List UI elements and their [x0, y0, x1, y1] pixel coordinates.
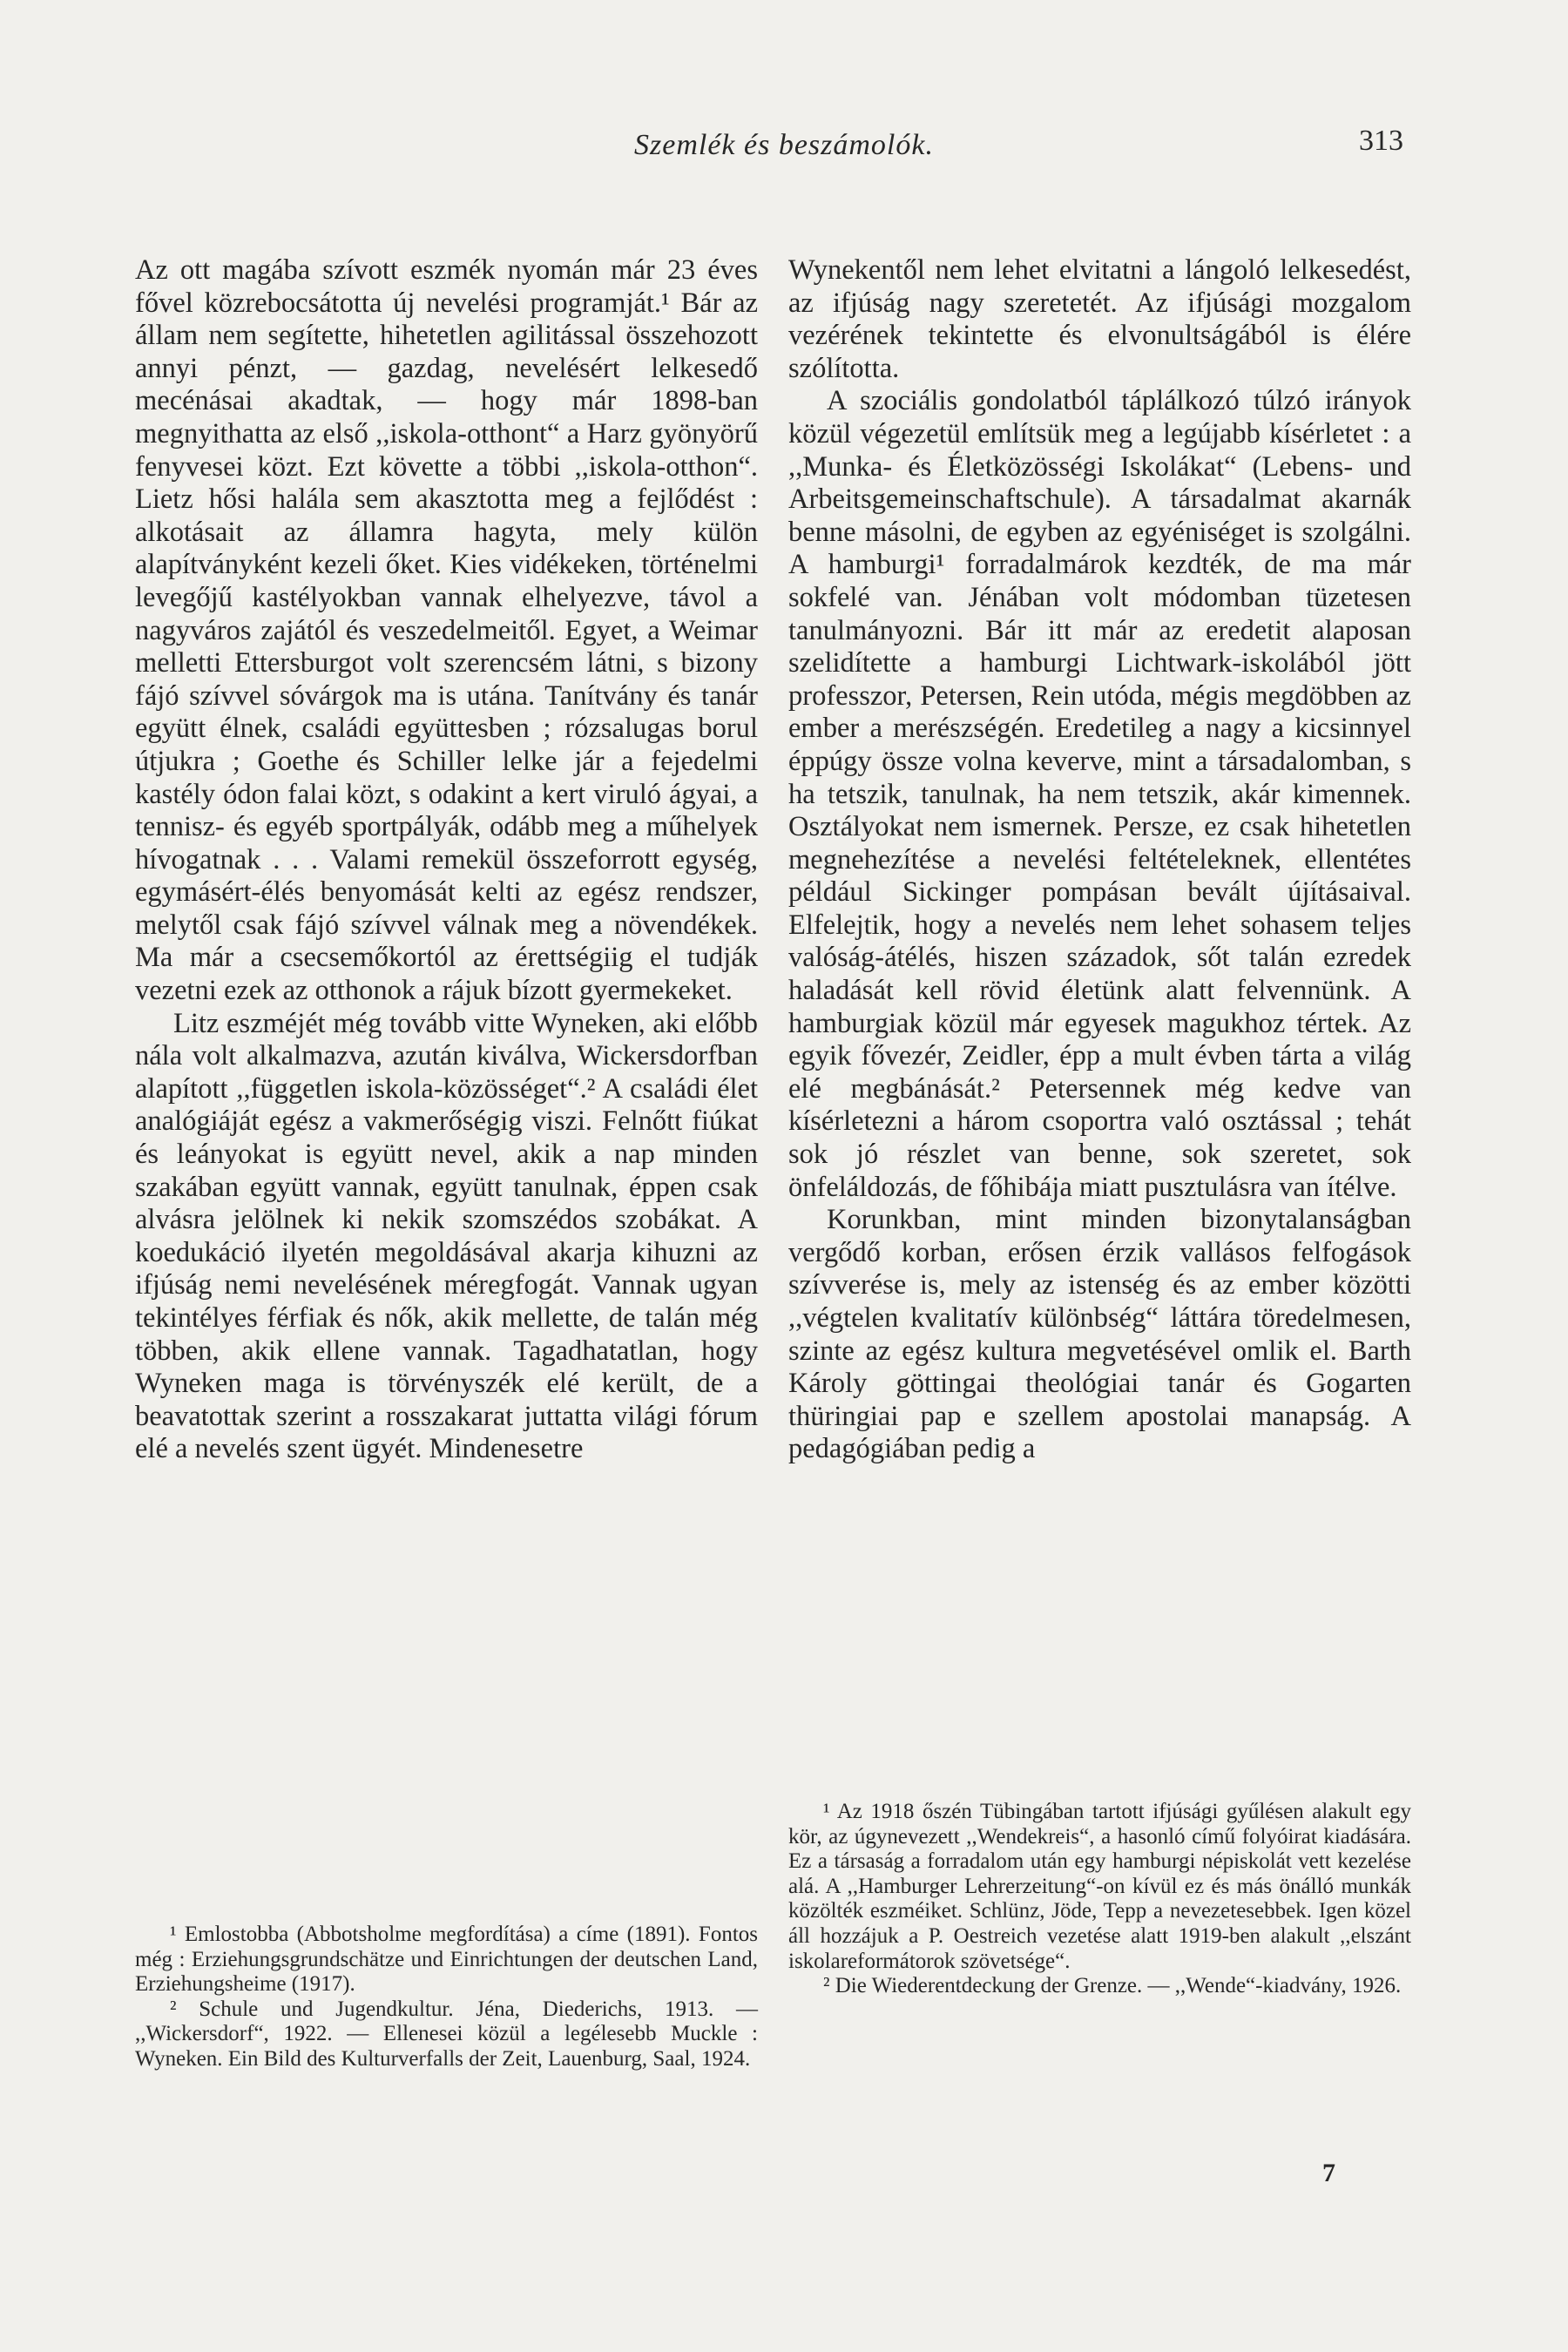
right-footnotes — [788, 1800, 1411, 1999]
running-header-title: Szemlék és beszámolók. — [634, 129, 934, 161]
footnote-left-2: ² Schule und Jugendkultur. Jéna, Diederichs, 1913. — ,,Wickersdorf“, 1922. — Ellenesei közül a legélesebb Muckle : Wyneken. Ein Bild des Kulturverfalls der Zeit, Lauenburg, Saal, 1924. — [135, 1997, 758, 2071]
footnote-left-1: ¹ Emlostobba (Abbotsholme megfordítása) a címe (1891). Fontos még : Erziehungsgrundschätze und Einrichtungen der deutschen Land, Erziehungsheime (1917). — [135, 1923, 758, 1997]
right-paragraph-2: A szociális gondolatból táplálkozó túlzó irányok közül végezetül említsük meg a legújabb kísérletet : a ,,Munka- és Életközösségi Iskolákat“ (Lebens- und Arbeitsgemeinschaftschule). A társadalmat akarnák benne másolni, de egyben az egyéniséget is szolgálni. A hamburgi¹ forradalmárok kezdték, de ma már sokfelé van. Jénában volt módomban tüzetesen tanulmányozni. Bár itt már az eredetit alaposan szelidítette a hamburgi Lichtwark-iskolából jött professzor, Petersen, Rein utóda, mégis megdöbben az ember a merészségén. Eredetileg a nagy a kicsinnyel éppúgy össze volna keverve, mint a társadalomban, s ha tetszik, tanulnak, ha nem tetszik, akár kimennek. Osztályokat nem ismernek. Persze, ez csak hihetetlen megnehezítése a nevelési feltételeknek, ellentétes például Sickinger pompásan bevált újításaival. Elfelejtik, hogy a nevelés nem lehet sohasem teljes valóság-átélés, hiszen századok, sőt talán ezredek haladását kell rövid életünk alatt felvennünk. A hamburgiak közül már egyesek magukhoz tértek. Az egyik fővezér, Zeidler, épp a mult évben tárta a világ elé megbánását.² Petersennek még kedve van kísérletezni a három csoportra való osztással ; tehát sok jó részlet van benne, sok szeretet, sok önfeláldozás, de főhibája miatt pusztulásra van ítélve. — [788, 385, 1411, 1203]
left-paragraph-2: Litz eszméjét még tovább vitte Wyneken, aki előbb nála volt alkalmazva, azután kiválva, Wickersdorfban alapított ,,független iskola-közösséget“.² A családi élet analógiáját egész a vakmerőségig viszi. Felnőtt fiúkat és leányokat is együtt nevel, akik a nap minden szakában együtt vannak, együtt tanulnak, éppen csak alvásra jelölnek ki nekik szomszédos szobákat. A koedukáció ilyetén megoldásával akarja kihuzni az ifjúság nemi nevelésének méregfogát. Vannak ugyan tekintélyes férfiak és nők, akik mellette, de talán még többen, akik ellene vannak. Tagadhatatlan, hogy Wyneken maga is törvényszék elé került, de a beavatottak szerint a rosszakarat juttatta világi fórum elé a nevelés szent ügyét. Mindenesetre — [135, 1007, 758, 1465]
left-paragraph-1: Az ott magába szívott eszmék nyomán már 23 éves fővel közrebocsátotta új nevelési programját.¹ Bár az állam nem segítette, hihetetlen agilitással összehozott annyi pénzt, — gazdag, nevelésért lelkesedő mecénásai akadtak, — hogy már 1898-ban megnyithatta az első ,,iskola-otthont“ a Harz gyönyörű fenyvesei közt. Ezt követte a többi ,,iskola-otthon“. Lietz hősi halála sem akasztotta meg a fejlődést : alkotásait az államra hagyta, mely külön alapítványként kezeli őket. Kies vidékeken, történelmi levegőjű kastélyokban vannak elhelyezve, távol a nagyváros zajától és veszedelmeitől. Egyet, a Weimar melletti Ettersburgot volt szerencsém látni, s bizony fájó szívvel sóvárgok ma is utána. Tanítvány és tanár együtt élnek, családi együttesben ; rózsalugas borul útjukra ; Goethe és Schiller lelke jár a fejedelmi kastély ódon falai közt, s odakint a kert viruló ágyai, a tennisz- és egyéb sportpályák, odább meg a műhelyek hívogatnak . . . Valami remekül összeforrott egység, egymásért-élés benyomását kelti az egész rendszer, melytől csak fájó szívvel válnak meg a növendékek. Ma már a csecsemőkortól az érettségiig el tudják vezetni ezek az otthonok a rájuk bízott gyermekeket. — [135, 254, 758, 1007]
left-text-column — [135, 254, 758, 1466]
right-paragraph-3: Korunkban, mint minden bizonytalanságban vergődő korban, erősen érzik vallásos felfogások szívverése is, mely az istenség és az ember közötti ,,végtelen kvalitatív különbség“ láttára töredelmesen, szinte az egész kultura megvetésével omlik el. Barth Károly göttingai theológiai tanár és Gogarten thüringiai pap e szellem apostolai manapság. A pedagógiában pedig a — [788, 1204, 1411, 1465]
right-text-column — [788, 254, 1411, 1466]
signature-mark: 7 — [1322, 2159, 1335, 2187]
footnote-right-1: ¹ Az 1918 őszén Tübingában tartott ifjúsági gyűlésen alakult egy kör, az úgynevezett ,,Wendekreis“, a hasonló című folyóirat kiadására. Ez a társaság a forradalom után egy hamburgi népiskolát vett kezelése alá. A ,,Hamburger Lehrerzeitung“-on kívül ez és más önálló munkák közölték eszméiket. Schlünz, Jöde, Tepp a nevezetesebbek. Igen közel áll hozzájuk a P. Oestreich vezetése alatt 1919-ben alakult ,,elszánt iskolareformátorok szövetsége“. — [788, 1800, 1411, 1973]
page-number: 313 — [1359, 125, 1403, 157]
footnote-right-2: ² Die Wiederentdeckung der Grenze. — ,,Wende“-kiadvány, 1926. — [823, 1974, 1402, 1998]
right-paragraph-1: Wynekentől nem lehet elvitatni a lángoló lelkesedést, az ifjúság nagy szeretetét. Az ifjúsági mozgalom vezérének tekintette és elvonultságából is élére szólította. — [788, 254, 1411, 384]
left-footnotes — [135, 1923, 758, 2072]
